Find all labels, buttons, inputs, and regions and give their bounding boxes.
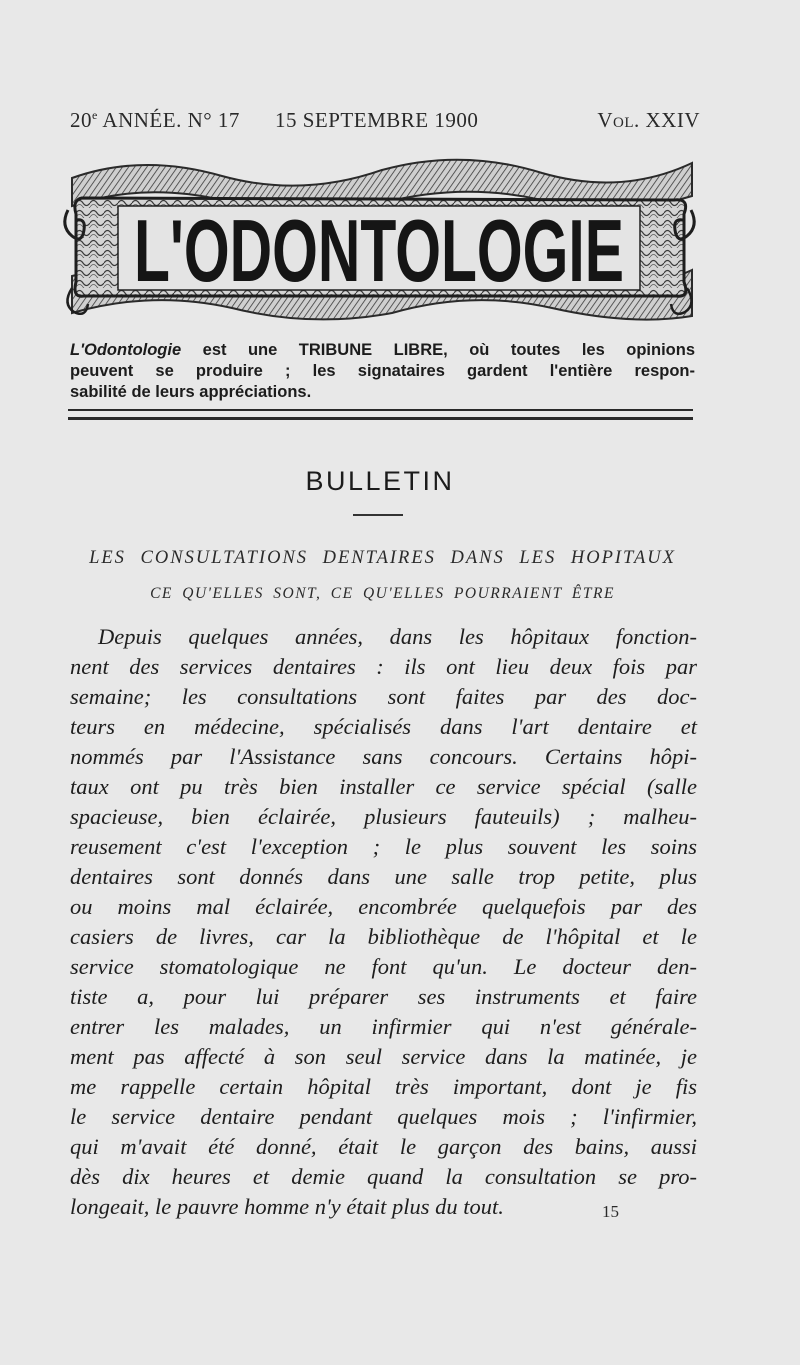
article-body (70, 622, 697, 1222)
issue-number: 20e ANNÉE. N° 17 (70, 108, 240, 132)
section-rule (353, 514, 403, 516)
tribune-line-3: sabilité de leurs appréciations. (70, 383, 312, 401)
page-number: 15 (602, 1202, 619, 1221)
body-line: spacieuse, bien éclairée, plusieurs fauteuils) ; malheu- (70, 804, 697, 829)
article-subheading: CE QU'ELLES SONT, CE QU'ELLES POURRAIENT ÊTRE (150, 585, 615, 602)
tribune-line-1-rest: est une TRIBUNE LIBRE, où toutes les opinions (181, 341, 695, 359)
body-line: dentaires sont donnés dans une salle trop petite, plus (70, 864, 697, 889)
body-line: semaine; les consultations sont faites par des doc- (70, 684, 697, 709)
issue-header (70, 108, 700, 133)
masthead-banner (62, 148, 697, 328)
body-line: dès dix heures et demie quand la consultation se pro- (70, 1164, 697, 1189)
body-line: me rappelle certain hôpital très important, dont je fis (70, 1074, 697, 1099)
divider-thin (68, 409, 693, 411)
section-title: BULLETIN (305, 466, 455, 496)
volume-number: Vol. XXIV (597, 108, 700, 132)
body-line: entrer les malades, un infirmier qui n'est générale- (70, 1014, 697, 1039)
tribune-notice (70, 340, 695, 403)
body-line: qui m'avait été donné, était le garçon des bains, aussi (70, 1134, 697, 1159)
body-line: taux ont pu très bien installer ce service spécial (salle (70, 774, 697, 799)
article-subtitle: LES CONSULTATIONS DENTAIRES DANS LES HOPITAUX (89, 548, 676, 568)
tribune-line-2: peuvent se produire ; les signataires gardent l'entière respon- (70, 362, 695, 380)
body-line: longeait, le pauvre homme n'y était plus du tout. (70, 1194, 504, 1219)
body-line: Depuis quelques années, dans les hôpitaux fonction- (98, 624, 697, 649)
body-line: tiste a, pour lui préparer ses instruments et faire (70, 984, 697, 1009)
body-line: reusement c'est l'exception ; le plus souvent les soins (70, 834, 697, 859)
body-line: ou moins mal éclairée, encombrée quelquefois par des (70, 894, 697, 919)
body-line: ment pas affecté à son seul service dans la matinée, je (70, 1044, 697, 1069)
body-line: service stomatologique ne font qu'un. Le docteur den- (70, 954, 697, 979)
body-line: le service dentaire pendant quelques mois ; l'infirmier, (70, 1104, 697, 1129)
body-line: casiers de livres, car la bibliothèque de l'hôpital et le (70, 924, 697, 949)
body-line: teurs en médecine, spécialisés dans l'art dentaire et (70, 714, 697, 739)
issue-date: 15 SEPTEMBRE 1900 (275, 108, 479, 132)
masthead-ornament (62, 148, 697, 328)
journal-title: L'ODONTOLOGIE (134, 201, 624, 300)
body-line: nommés par l'Assistance sans concours. Certains hôpi- (70, 744, 697, 769)
divider-thick (68, 417, 693, 420)
body-line: nent des services dentaires : ils ont lieu deux fois par (70, 654, 697, 679)
journal-name-italic: L'Odontologie (70, 341, 182, 359)
